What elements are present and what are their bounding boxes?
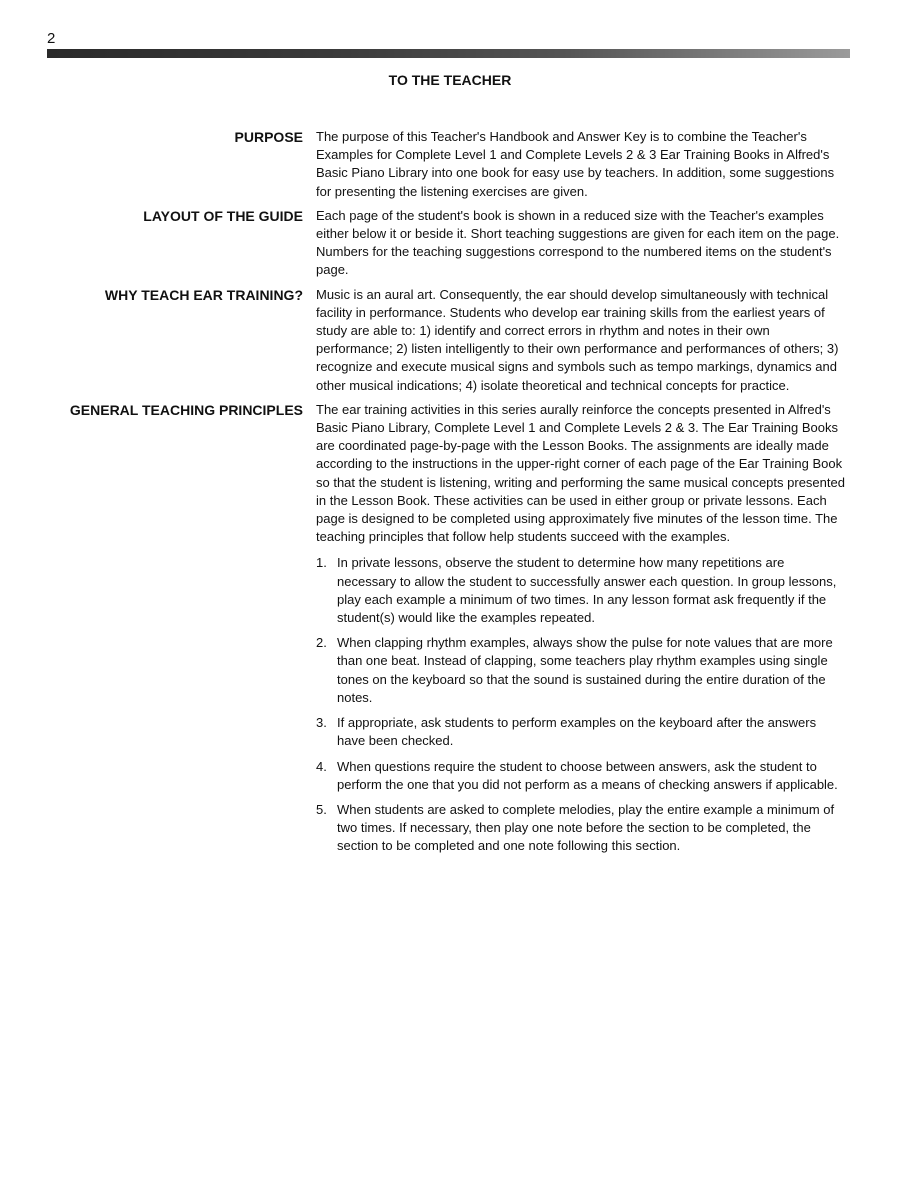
list-item — [316, 714, 848, 750]
section-heading: WHY TEACH EAR TRAINING? — [104, 286, 303, 303]
section-purpose — [0, 128, 900, 201]
page-title: TO THE TEACHER — [388, 72, 512, 88]
section-body: Each page of the student's book is shown in a reduced size with the Teacher's examples either below it or beside it. Short teaching suggestions are given for each item on the page. Numbers for the teaching suggestions correspond to the numbered items on the student's page. — [316, 207, 840, 278]
list-item — [316, 758, 848, 794]
list-item-number: 3. — [316, 715, 327, 731]
section-heading: GENERAL TEACHING PRINCIPLES — [69, 401, 303, 418]
list-item — [316, 634, 848, 707]
section-general-teaching-principles — [0, 401, 900, 863]
list-item-text: When clapping rhythm examples, always show the pulse for note values that are more than one beat. Instead of clapping, some teachers play rhythm examples using single tones on the keyboard so that the sound is sustained during the entire duration of the notes. — [337, 635, 833, 705]
section-body: Music is an aural art. Consequently, the ear should develop simultaneously with technical facility in performance. Students who develop ear training skills from the earliest years of study are able to: 1) identify and correct errors in rhythm and notes in their own performance; 2) listen intelligently to their own performance and performances of others; 3) recognize and execute musical signs and symbols such as tempo markings, dynamics and other musical indications; 4) isolate theoretical and technical concepts for practice. — [316, 286, 839, 393]
section-body-wrapper — [316, 401, 848, 863]
section-body: The ear training activities in this series aurally reinforce the concepts presented in Alfred's Basic Piano Library, Complete Level 1 and Complete Levels 2 & 3. The Ear Training Books are coordinated page-by-page with the Lesson Books. The assignments are ideally made according to the instructions in the upper-right corner of each page of the Ear Training Book so that the student is listening, writing and performing the same musical concepts presented in the Lesson Book. These activities can be used in either group or private lessons. Each page is designed to be completed using approximately five minutes of the lesson time. The teaching principles that follow help students succeed with the examples. — [316, 401, 845, 545]
list-item-text: When questions require the student to choose between answers, ask the student to perform the one that you did not perform as a means of checking answers if applicable. — [337, 758, 838, 792]
principles-list — [316, 554, 848, 855]
list-item-text: If appropriate, ask students to perform examples on the keyboard after the answers have been checked. — [337, 715, 817, 749]
list-item — [316, 554, 848, 627]
list-item-text: In private lessons, observe the student to determine how many repetitions are necessary to allow the student to successfully answer each question. In group lessons, play each example a minimum of two times. In any lesson format ask frequently if the student(s) would like the examples repeated. — [337, 555, 837, 626]
section-heading: LAYOUT OF THE GUIDE — [143, 207, 303, 224]
list-item-number: 5. — [316, 801, 327, 817]
list-item — [316, 801, 848, 856]
section-why-teach-ear-training — [0, 286, 900, 395]
list-item-number: 4. — [316, 758, 327, 774]
page-content — [0, 128, 900, 869]
list-item-number: 2. — [316, 635, 327, 651]
page-number: 2 — [47, 30, 56, 47]
list-item-number: 1. — [316, 555, 327, 571]
list-item-text: When students are asked to complete melodies, play the entire example a minimum of two times. If necessary, then play one note before the section to be completed, the section to be completed and one note following this section. — [337, 801, 835, 854]
section-body: The purpose of this Teacher's Handbook and Answer Key is to combine the Teacher's Examples for Complete Level 1 and Complete Levels 2 & 3 Ear Training Books in Alfred's Basic Piano Library into one book for easy use by teachers. In addition, some suggestions for presenting the listening exercises are given. — [316, 129, 835, 199]
header-rule — [47, 49, 850, 58]
section-heading: PURPOSE — [234, 129, 303, 145]
section-layout-of-the-guide — [0, 207, 900, 280]
